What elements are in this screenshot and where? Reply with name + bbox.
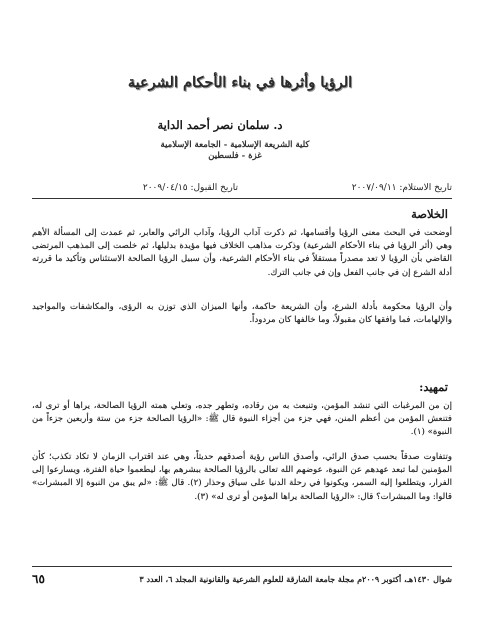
top-divider <box>32 198 452 199</box>
intro-paragraph-1: إن من المرغبات التي تنشد المؤمن، وتنبعث به من رقاده، وتطهر جده، وتعلي همته الرؤيا الصالحة، يراها أو ترى له، فتنعش المؤمن من أعظم المنن، فهي جزء من أجزاء النبوة قال ﷺ: «الرؤيا الصالحة جزء من ستة وأربعين جزءاً من النبوة» (١). <box>32 401 452 438</box>
intro-heading: تمهيد: <box>419 380 448 394</box>
date-accepted: تاريخ القبول: ٢٠٠٩/٠٤/١٥ <box>142 183 238 193</box>
summary-paragraph-1: أوضحت في البحث معنى الرؤيا وأقسامها، ثم ذكرت آداب الرؤيا، وآداب الرائي والعابر، ثم عمدت إلى المسألة الأهم وهي (أثر الرؤيا في بناء الأحكام الشرعية) وذكرت مذاهب الخلاف فيها مؤيدة بدليلها، ثم خلصت إلى المذهب المرتضى القاضي بأن الرؤيا لا تعد مصدراً مستقلاً في بناء الأحكام الشرعية، وأن سبيل الرؤيا الصالحة الاستئناس وتأكيد ما قررته أدلة الشرع إن في جانب الفعل وإن في جانب الترك. <box>32 228 452 278</box>
page-footer <box>32 572 452 588</box>
affiliation-line-2: غزة - فلسطين <box>208 151 262 161</box>
bottom-divider <box>32 566 452 567</box>
page-number: ٦٥ <box>32 572 45 586</box>
affiliation-line-1: كلية الشريعة الإسلامية - الجامعة الإسلامية <box>160 140 310 150</box>
article-title: الرؤيا وأثرها في بناء الأحكام الشرعية <box>127 74 353 91</box>
intro-paragraph-2: وتتفاوت صدقاً بحسب صدق الرائي، وأصدق الناس رؤية أصدقهم حديثاً، وهي عند اقتراب الزمان لا تكاد تكذب؛ كأن المؤمنين لما تبعد عهدهم عن النبوة، عوضهم الله تعالى بالرؤيا الصالحة ببشرهم بها، ليطعموا حياة الفترة، ويسارعوا إلى الفرار، ويتطلعوا إليه السمر، ويكونوا في رحلة الدنيا على سياق وحذار (٢). قال ﷺ: «لم يبق من النبوة إلا المبشرات» قالوا: وما المبشرات؟ قال: «الرؤيا الصالحة يراها المؤمن أو ترى له» (٣). <box>32 452 453 502</box>
date-received: تاريخ الاستلام: ٢٠٠٧/٠٩/١١ <box>351 183 452 193</box>
summary-paragraph-2: وأن الرؤيا محكومة بأدلة الشرع، وأن الشريعة حاكمة، وأنها الميزان الذي توزن به الرؤى، والمكاشفات والمواجيد والإلهامات، فما وافقها كان مقبولاً، وما خالفها كان مردوداً. <box>32 302 452 326</box>
journal-info: شوال ١٤٣٠هـ، أكتوبر ٢٠٠٩م مجلة جامعة الشارقة للعلوم الشرعية والقانونية المجلد ٦، العدد ٣ <box>139 574 452 584</box>
author-name: د. سلمان نصر أحمد الداية <box>157 118 283 132</box>
author-affiliation <box>120 140 350 162</box>
summary-heading: الخلاصة <box>411 207 448 221</box>
